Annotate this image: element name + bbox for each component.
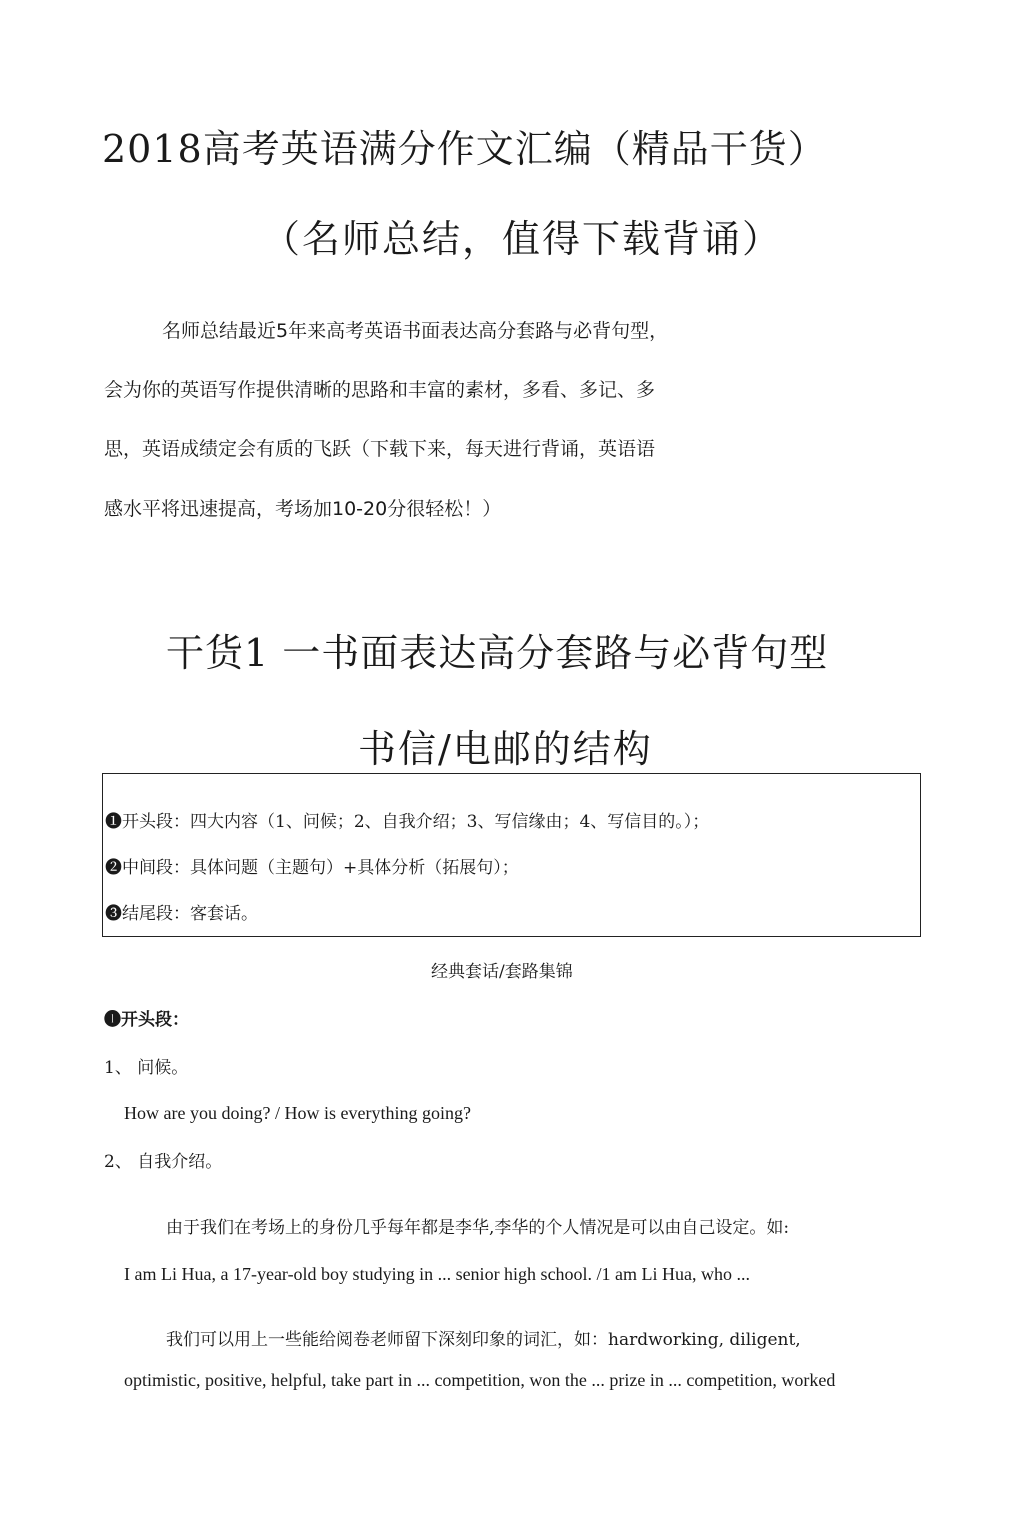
- intro-paragraph-line: 名师总结最近5年来高考英语书面表达高分套路与必背句型，: [162, 320, 669, 342]
- document-subtitle: （名师总结，值得下载背诵）: [262, 217, 783, 261]
- item-vocab-line: 我们可以用上一些能给阅卷老师留下深刻印象的词汇，如：hardworking, diligent,: [166, 1330, 801, 1350]
- intro-paragraph-line: 思，英语成绩定会有质的飞跃（下载下来，每天进行背诵，英语语: [104, 438, 656, 460]
- section-subtitle: 书信/电邮的结构: [358, 727, 653, 771]
- document-title: 2018高考英语满分作文汇编（精品干货）: [102, 127, 827, 171]
- structure-middle-line: ❷中间段：具体问题（主题句）+具体分析（拓展句）；: [105, 858, 519, 878]
- intro-paragraph-line: 会为你的英语写作提供清晰的思路和丰富的素材，多看、多记、多: [104, 379, 656, 401]
- section-title: 干货1 一书面表达高分套路与必背句型: [166, 631, 829, 675]
- letter-structure-box: [102, 773, 921, 937]
- classic-phrases-heading: 经典套话/套路集锦: [431, 962, 573, 982]
- item-self-intro-text: 由于我们在考场上的身份几乎每年都是李华,李华的个人情况是可以由自己设定。如:: [166, 1218, 790, 1238]
- structure-closing-line: ❸结尾段：客套话。: [105, 904, 258, 924]
- structure-opening-line: ❶开头段：四大内容（1、问候；2、自我介绍；3、写信缘由；4、写信目的。）；: [105, 812, 710, 832]
- item-vocab-line: optimistic, positive, helpful, take part in ... competition, won the ... prize in ... competition, worked: [124, 1370, 836, 1390]
- item-greeting-label: 1、 问候。: [104, 1058, 189, 1078]
- item-self-intro-example: I am Li Hua, a 17-year-old boy studying in ... senior high school. /1 am Li Hua, who ...: [124, 1264, 751, 1284]
- item-self-intro-label: 2、 自我介绍。: [104, 1152, 223, 1172]
- item-greeting-example: How are you doing? / How is everything going?: [124, 1103, 471, 1123]
- opening-section-heading: ❶开头段：: [104, 1010, 189, 1030]
- intro-paragraph-line: 感水平将迅速提高，考场加10-20分很轻松！）: [104, 498, 502, 520]
